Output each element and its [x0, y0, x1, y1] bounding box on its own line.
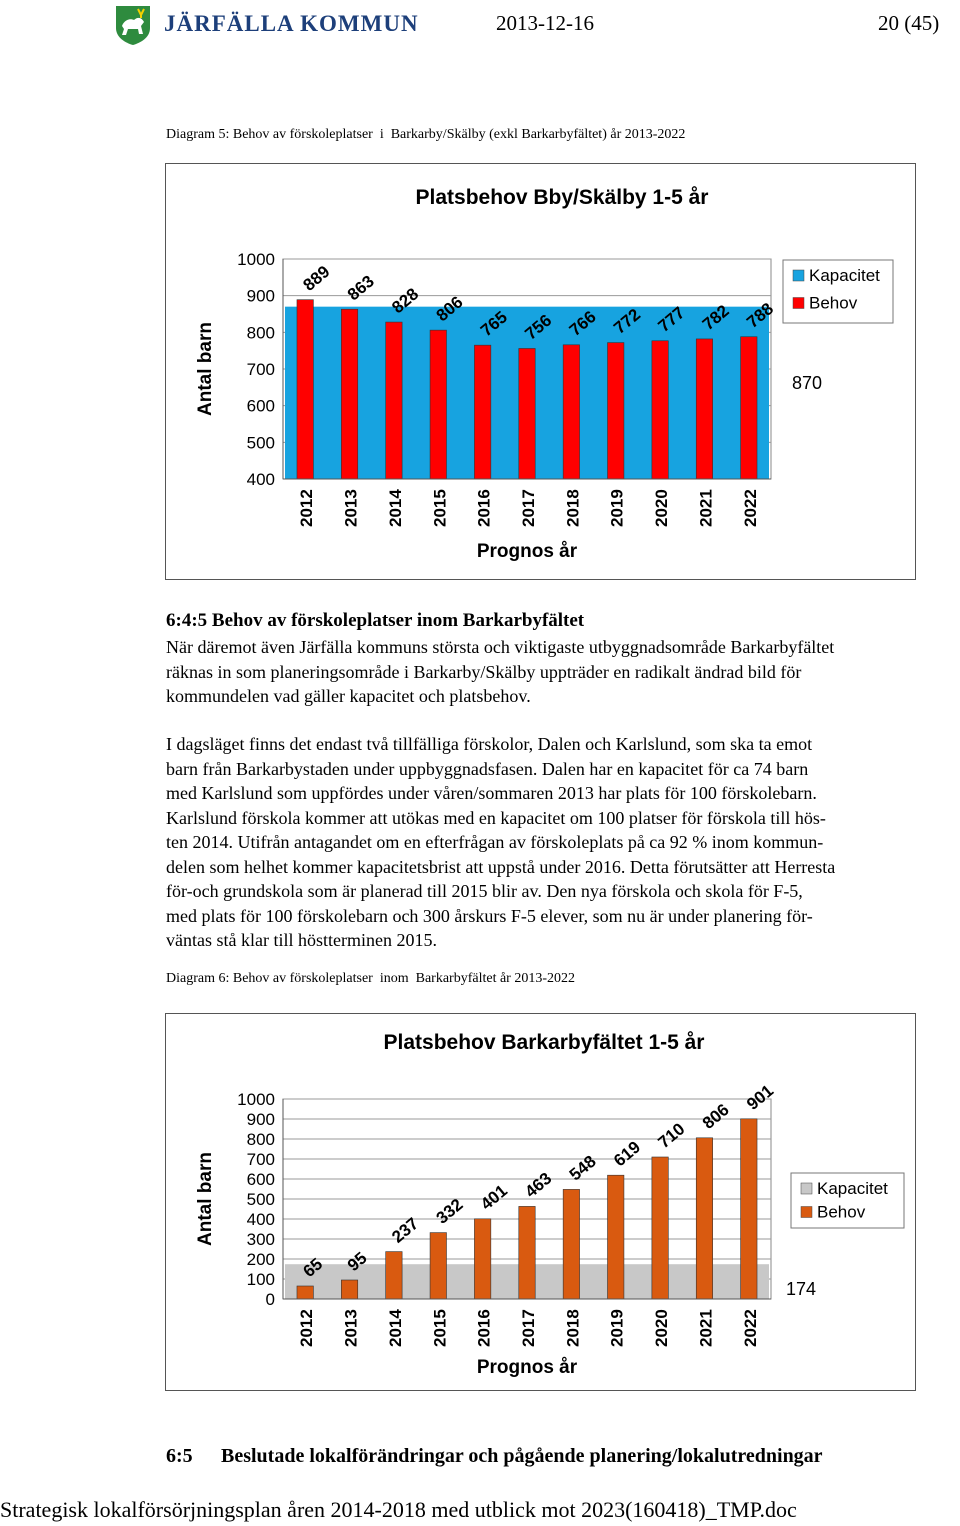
chart1-behov-bar [386, 322, 402, 479]
chart2-data-label: 901 [743, 1081, 778, 1114]
municipality-logo-icon [114, 4, 152, 46]
chart1-x-tick-label: 2020 [652, 489, 672, 527]
chart1-behov-bar [341, 309, 357, 479]
chart1-data-label: 806 [432, 292, 467, 326]
chart1-behov-bar [297, 300, 313, 479]
chart2-x-tick-label: 2018 [563, 1309, 583, 1347]
text-line: barn från Barkarbystaden under uppbyggnadsfasen. Dalen har en kapacitet för ca 74 barn [166, 758, 809, 779]
chart1-x-axis-label: Prognos år [476, 541, 578, 562]
chart1-legend-kapacitet-swatch [793, 270, 804, 281]
text-line: Karlslund förskola kommer att utökas med en kapacitet om 100 platser för förskola till hös- [166, 807, 826, 828]
chart1-y-tick-label: 800 [246, 323, 275, 343]
chart-platsbehov-bby [165, 163, 916, 580]
chart-platsbehov-barkarbyfaltet [165, 1013, 916, 1391]
section-65-number: 6:5 [166, 1445, 193, 1467]
chart1-x-tick-label: 2017 [519, 489, 538, 527]
chart1-data-label: 766 [565, 307, 600, 340]
chart1-behov-bar [563, 345, 579, 479]
diagram5-caption: Diagram 5: Behov av förskoleplatser i Barkarby/Skälby (exkl Barkarbyfältet) år 2013-2022 [166, 127, 686, 142]
text-line: ten 2014. Utifrån antagandet om en efterfrågan av förskoleplats på ca 92 % inom kommun- [166, 832, 824, 852]
section-645-paragraph-2 [166, 732, 960, 953]
chart2-data-label: 619 [610, 1137, 645, 1171]
text-line: När däremot även Järfälla kommuns största och viktigaste utbyggnadsområde Barkarbyfältet [166, 637, 835, 657]
chart1-legend-behov-swatch [793, 298, 804, 309]
chart2-x-tick-label: 2013 [341, 1309, 361, 1347]
chart1-y-tick-label: 600 [246, 396, 275, 416]
chart2-behov-bar [297, 1286, 313, 1299]
chart2-x-tick-label: 2014 [385, 1309, 405, 1347]
chart1-y-tick-label: 400 [246, 470, 275, 489]
chart2-data-label: 401 [476, 1181, 511, 1214]
chart1-behov-bar [652, 341, 668, 479]
chart2-behov-bar [696, 1138, 712, 1299]
chart1-data-label: 777 [654, 303, 689, 336]
chart2-x-tick-label: 2015 [430, 1309, 450, 1347]
document-date: 2013-12-16 [496, 11, 594, 35]
chart2-y-tick-label: 700 [246, 1150, 275, 1169]
chart1-x-tick-label: 2015 [430, 489, 450, 527]
chart2-behov-bar [474, 1219, 490, 1299]
chart1-data-label: 889 [299, 261, 334, 295]
chart1-x-tick-label: 2012 [297, 489, 317, 527]
chart1-data-label: 828 [388, 284, 423, 318]
chart2-y-tick-label: 300 [246, 1230, 275, 1249]
text-line: delen som helhet kommer kapacitetsbrist att uppstå under 2016. Detta förutsätter att Herresta [166, 856, 836, 877]
chart2-behov-bar [652, 1157, 668, 1299]
chart1-behov-bar [608, 343, 624, 479]
chart2-behov-bar [563, 1189, 579, 1299]
chart2-behov-bar [519, 1206, 535, 1299]
chart2-data-label: 548 [565, 1151, 600, 1185]
chart2-y-tick-label: 1000 [237, 1090, 275, 1109]
chart2-behov-bar [741, 1119, 757, 1299]
chart2-behov-bar [386, 1252, 402, 1299]
text-line: väntas stå klar till höstterminen 2015. [166, 930, 437, 950]
chart2-y-tick-label: 800 [246, 1130, 275, 1149]
chart1-data-label: 756 [521, 310, 556, 344]
chart1-y-tick-label: 900 [246, 286, 275, 306]
chart1-behov-bar [430, 330, 446, 479]
chart2-y-axis-label: Antal barn [195, 1152, 216, 1246]
chart1-legend-kapacitet-label: Kapacitet [809, 266, 880, 285]
text-line: med plats för 100 förskolebarn och 300 årskurs F-5 elever, som nu är under planering för- [166, 905, 813, 926]
section-645-title: 6:4:5 Behov av förskoleplatser inom Barkarbyfältet [166, 610, 585, 631]
chart1-data-label: 782 [698, 301, 733, 334]
page-header [0, 0, 960, 50]
chart2-x-axis-label: Prognos år [476, 1357, 578, 1378]
chart2-y-tick-label: 600 [246, 1170, 275, 1189]
chart2-legend-kapacitet-swatch [801, 1183, 812, 1194]
page-footer: Strategisk lokalförsörjningsplan åren 2014-2018 med utblick mot 2023(160418)_TMP.doc [0, 1497, 797, 1522]
chart2-legend-kapacitet-label: Kapacitet [817, 1179, 888, 1198]
text-line: räknas in som planeringsområde i Barkarby/Skälby uppträder en radikalt ändrad bild för [166, 661, 802, 682]
chart2-legend-behov-label: Behov [817, 1202, 866, 1222]
chart2-data-label: 710 [654, 1119, 689, 1153]
chart1-y-axis-label: Antal barn [195, 322, 216, 416]
section-65-title: Beslutade lokalförändringar och pågående planering/lokalutredningar [221, 1445, 823, 1467]
chart2-x-tick-label: 2022 [740, 1309, 760, 1347]
chart1-x-tick-label: 2019 [607, 489, 627, 527]
chart1-y-tick-label: 700 [246, 360, 275, 379]
page-number: 20 (45) [878, 11, 940, 35]
chart2-data-label: 332 [432, 1194, 467, 1228]
diagram6-caption: Diagram 6: Behov av förskoleplatser inom Barkarbyfältet år 2013-2022 [166, 971, 575, 986]
chart2-y-tick-label: 0 [265, 1290, 275, 1309]
chart1-behov-bar [519, 348, 535, 479]
text-line: I dagsläget finns det endast två tillfälliga förskolor, Dalen och Karlslund, som ska ta emot [166, 734, 813, 754]
chart1-legend-behov-label: Behov [809, 293, 858, 313]
municipality-name: JÄRFÄLLA KOMMUN [164, 11, 419, 36]
chart2-x-tick-label: 2012 [297, 1309, 317, 1347]
text-line: för-och grundskola som är planerad till 2015 blir av. Den nya förskola och skola för F-5, [166, 881, 803, 901]
chart1-data-label: 765 [476, 307, 511, 341]
chart2-x-tick-label: 2016 [474, 1309, 494, 1347]
chart1-kapacitet-value-label: 870 [792, 373, 823, 393]
chart2-behov-bar [608, 1175, 624, 1299]
chart2-y-tick-label: 400 [246, 1210, 275, 1229]
chart2-behov-bar [341, 1280, 357, 1299]
chart2-y-tick-label: 200 [246, 1250, 275, 1269]
chart2-data-label: 806 [698, 1100, 733, 1133]
chart2-kapacitet-value-label: 174 [786, 1279, 817, 1299]
chart1-x-tick-label: 2021 [696, 489, 716, 527]
chart2-behov-bar [430, 1233, 446, 1299]
chart1-title: Platsbehov Bby/Skälby 1-5 år [415, 186, 709, 209]
chart2-data-label: 95 [343, 1248, 371, 1276]
chart2-data-label: 237 [388, 1213, 423, 1247]
chart2-y-tick-label: 500 [246, 1190, 275, 1209]
chart1-y-tick-label: 1000 [237, 250, 275, 269]
chart1-data-label: 788 [743, 299, 778, 332]
chart1-svg [166, 164, 915, 579]
chart2-y-tick-label: 100 [246, 1270, 275, 1289]
chart1-behov-bar [741, 337, 757, 479]
chart1-y-tick-label: 500 [246, 433, 275, 453]
chart2-x-tick-label: 2019 [607, 1309, 627, 1347]
chart1-behov-bar [696, 339, 712, 479]
chart1-behov-bar [474, 345, 490, 479]
chart2-data-label: 463 [521, 1168, 556, 1202]
chart1-x-tick-label: 2022 [740, 489, 760, 527]
chart2-legend-behov-swatch [801, 1207, 812, 1218]
chart1-data-label: 772 [610, 304, 645, 338]
text-line: kommundelen vad gäller kapacitet och platsbehov. [166, 686, 531, 706]
text-line: med Karlslund som uppfördes under våren/sommaren 2013 har plats för 100 förskolebarn. [166, 783, 817, 803]
chart2-svg [166, 1014, 915, 1390]
chart1-x-tick-label: 2013 [341, 489, 361, 527]
section-645-paragraph-1 [166, 635, 960, 709]
chart2-x-tick-label: 2017 [519, 1309, 538, 1347]
chart1-x-tick-label: 2014 [385, 489, 405, 527]
chart2-data-label: 65 [299, 1254, 327, 1282]
chart1-data-label: 863 [343, 271, 378, 305]
chart2-y-tick-label: 900 [246, 1110, 275, 1129]
chart2-x-tick-label: 2021 [696, 1309, 716, 1347]
chart2-title: Platsbehov Barkarbyfältet 1-5 år [383, 1031, 705, 1054]
chart1-x-tick-label: 2016 [474, 489, 494, 527]
chart2-x-tick-label: 2020 [652, 1309, 672, 1347]
chart1-x-tick-label: 2018 [563, 489, 583, 527]
